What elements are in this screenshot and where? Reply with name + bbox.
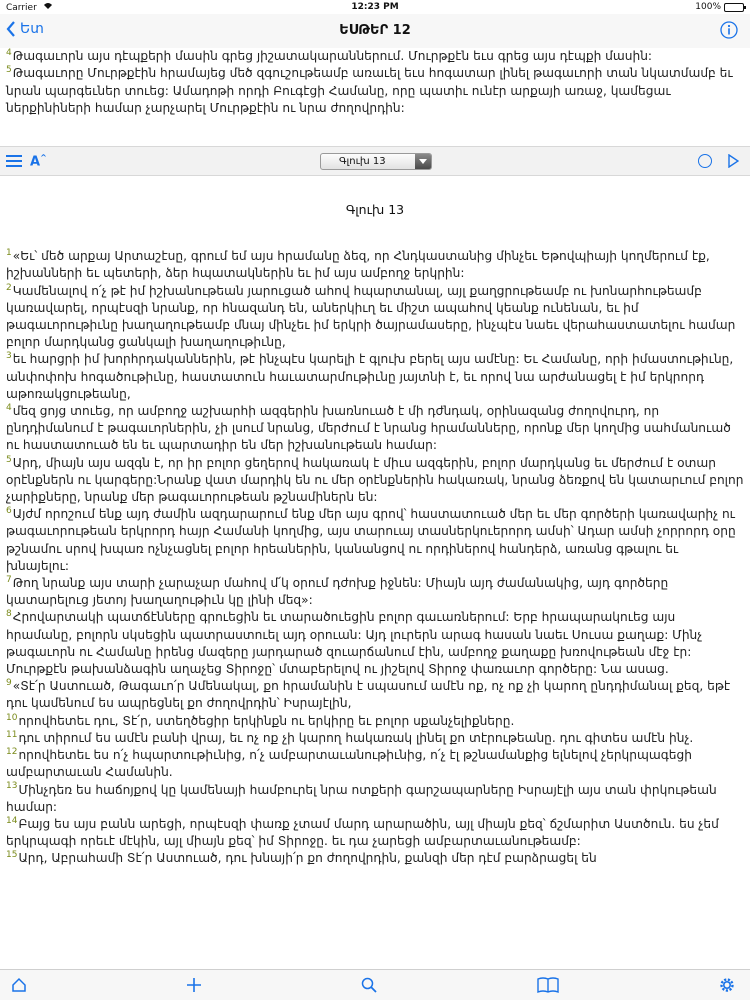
verse-text: եւ հարցրի իմ խորհրդականներին, թէ ինչպէս կարելի է գլուխ բերել այս ամէնը: Եւ Համանը, որի իմաստութիւնը, անփոփոխ հոգածութիւնը, հաստատուն հաւատարմութիւնը յայտնի է, եւ որով նա արժանացել է իմ երկրորդ աթոռակցութեանը,: [6, 352, 734, 401]
plus-icon[interactable]: [185, 976, 203, 994]
verse-number: 14: [6, 815, 18, 826]
verse-number: 1: [6, 248, 12, 259]
verse-number: 15: [6, 850, 18, 861]
play-icon[interactable]: [727, 154, 739, 168]
verse[interactable]: [6, 782, 744, 816]
battery-indicator: [695, 2, 744, 12]
verse-text: Մինչդեռ ես հաճոյքով կը կամենայի համբուրել նրա ոտքերի գարշապարները Իսրայէլի այս տան փրկութեան համար:: [6, 782, 717, 814]
page-title: ԵՍԹԵՐ 12: [339, 23, 411, 38]
gear-icon[interactable]: [718, 976, 736, 994]
verse[interactable]: [6, 283, 744, 352]
verse[interactable]: [6, 506, 744, 575]
verse[interactable]: [6, 403, 744, 455]
verse-number: 2: [6, 282, 12, 293]
verse[interactable]: [6, 248, 744, 282]
chapter-select[interactable]: [320, 153, 432, 170]
verse-number: 5: [6, 454, 12, 465]
verse-text: Կամենալով ո՛չ թէ իմ իշխանութեան յարուցած ահով հպարտանալ, այլ քաղցրութեամբ ու խոնարհութեամբ կառավարել, որպէսզի նրանք, որ հնազանդ են, աներկիւղ եւ միշտ ապահով կեանք ունենան, եւ իմ թագաւորութիւնը խաղաղութեամբ մնայ մինչեւ իմ երկրի ծայրամասերը, ինչպէս նաեւ վերահաստատելու համար բոլոր մարդկանց ցանկալի խաղաղութիւնը,: [6, 283, 736, 350]
verse[interactable]: [6, 609, 744, 678]
chapter-heading: Գլուխ 13: [345, 202, 405, 217]
list-menu-icon[interactable]: [6, 154, 22, 168]
verse-text: Բայց ես այս բանն արեցի, որպէսզի փառք չտամ մարդ արարածին, այլ միայն քեզ՝ ճշմարիտ Աստծուն. ես չեմ երկրպագի որեւէ մէկին, այլ միայն քեզ՝ իմ Տիրոջը. եւ դա չարեցի ամբարտաւանութեամբ:: [6, 816, 719, 849]
nav-bar: [0, 14, 750, 48]
verse-text: Արդ, Աբրահամի Տէ՛ր Աստուած, դու խնայի՛ր քո ժողովրդին, քանզի մեր դէմ բարձրացել են: [18, 851, 597, 866]
verse-text: մեզ ցոյց տուեց, որ ամբողջ աշխարհի ազգերին խառնուած է մի դժնդակ, օրինազանց ժողովուրդ, որ ընդդիմանում է թագաւորներին, չի լսում նրանց, մերժում է նրանց հրամանները, որոնք մեր կողմից սահմանուած ու հաստատուած են եւ պարտադիր են մեր իշխանութեան համար:: [6, 404, 731, 453]
verse[interactable]: [6, 455, 744, 507]
top-text-pane[interactable]: [0, 48, 750, 144]
verse-text: «Եւ՝ մեծ արքայ Արտաշէսը, գրում եմ այս հրամանը ձեզ, որ Հնդկաստանից մինչեւ Եթովպիայի կողմերում էք, իշխանների եւ պետերի, ձեր հպատակներին եւ իմ այս ամբողջ երկրին:: [6, 249, 710, 281]
verse-text: Արդ, միայն այս ազգն է, որ իր բոլոր ցեղերով հակառակ է միւս ազգերին, բոլոր մարդկանց եւ մերժում է օտար օրէնքներն ու կարգերը:Նրանք վատ մարդիկ են ու մեր օրէնքներին հակառակ, նրանց ձեռքով են կատարւում բոլոր չարիքները, նրանք մեր թագաւորութեան թշնամիներն են:: [6, 455, 744, 505]
verse-text: որովհետեւ ես ո՛չ հպարտութիւնից, ո՛չ ամբարտաւանութիւնից, ո՛չ էլ թշնամանքից ելնելով չերկրպագեցի ամբարտաւան Համանին.: [6, 748, 692, 780]
status-bar: [0, 0, 750, 14]
verse[interactable]: [6, 351, 744, 403]
verse[interactable]: [6, 747, 744, 781]
verse[interactable]: [6, 713, 744, 730]
verse-number: 8: [6, 609, 12, 620]
font-size-button[interactable]: A^: [30, 153, 47, 170]
search-icon[interactable]: [360, 976, 378, 994]
battery-icon: [724, 3, 744, 12]
carrier-label: Carrier: [6, 2, 53, 13]
verse-text: Հրովարտակի պատճէնները գրուեցին եւ տարածուեցին բոլոր գաւառներում: Երբ հրապարակուեց այս հրամանը, բոլորն սկսեցին պատրաստուել այդ օրուան: Այդ լուրերն արագ հասան նաեւ Սուսա քաղաք: Մինչ թագաւորն ու Համանը իրենց մազերը յարդարած զուարճանում էին, ամբողջ քաղաքը խռովութեան մէջ էր: Մուրթքէն թախանձագին աղաչեց Տիրոջը՝ մտաբերելով ու յիշելով Տիրոջ փառաւոր գործերը: Նա ասաց.: [6, 610, 703, 677]
verse-text: Այժմ որոշում ենք այդ ժամին ազդարարում ենք մեր այս գրով՝ հաստատուած մեր եւ մեր գործերի կառավարիչ ու թագաւորութեան երկրորդ հայր Համանի կողմից, այս տարուայ տասներկուերորդ ամսի՝ Ադար ամսի չորրորդ օրը թշնամու սրով խպառ ոչնչացնել բոլոր հրեաներին, կանանցով ու որդիներով հանդերձ, առանց գթալու եւ խնայելու:: [6, 507, 736, 573]
reader-toolbar: [0, 146, 750, 176]
verse-number: 7: [6, 575, 12, 585]
verse-number: 4: [6, 402, 12, 413]
verse[interactable]: [6, 816, 744, 850]
verse-number: 10: [6, 712, 18, 723]
battery-percent: 100%: [695, 2, 721, 12]
info-icon[interactable]: [720, 21, 738, 39]
verse-number: 11: [6, 729, 18, 740]
verse[interactable]: [6, 48, 744, 65]
verse-number: 3: [6, 351, 12, 362]
tab-bar: [0, 969, 750, 1000]
book-icon[interactable]: [537, 976, 559, 994]
home-icon[interactable]: [10, 976, 28, 994]
chevron-down-icon: [415, 154, 431, 169]
verse-number: 5: [6, 65, 12, 76]
verse-text: որովհետեւ դու, Տէ՛ր, ստեղծեցիր երկինքն ու երկիրը եւ բոլոր սքանչելիքները.: [18, 713, 515, 728]
verse-number: 12: [6, 747, 18, 758]
verse[interactable]: [6, 65, 744, 117]
verse-text: Թագաւորն այս դէպքերի մասին գրեց յիշատակարաններում. Մուրթքէն եւս գրեց այս դէպքի մասին:: [12, 49, 653, 63]
verse-number: 9: [6, 678, 12, 689]
circle-icon[interactable]: [698, 154, 712, 168]
verse[interactable]: [6, 575, 744, 609]
verse-number: 13: [6, 781, 18, 792]
main-text-pane[interactable]: [0, 176, 750, 969]
back-label: Ետ: [20, 21, 44, 37]
verse-text: Թող նրանք այս տարի չարաչար մահով մ՛կ օրում դժոխք իջնեն: Միայն այդ ժամանակից, այդ գործերը կատարելուց յետոյ խաղաղութիւն կը լինի մեզ»:: [6, 576, 669, 608]
verse[interactable]: [6, 730, 744, 747]
verse[interactable]: [6, 850, 744, 867]
verse-text: Թագաւորը Մուրթքէին հրամայեց մեծ զգուշութեամբ առաւել եւս հոգատար լինել թագաւորի տան նկատմամբ եւ նրան պարգեւներ տուեց: Ամադոթի որդի Բուգէցի Համանը, որը պատիւ ունէր արքայի առաջ, կամեցաւ ներքինիների համար չարչարել Մուրթքէին ու նրա ժողովրդին:: [6, 66, 733, 115]
verse-text: դու տիրում ես ամէն բանի վրայ, եւ ոչ ոք չի կարող հակառակ լինել քո տէրութեանը. դու գիտես ամէն ինչ.: [18, 730, 694, 745]
verse-text: «Տէ՛ր Աստուած, Թագաւո՛ր Ամենակալ, քո հրամանին է սպասում ամէն ոք, ոչ ոք չի կարող ընդդիմանալ քեզ, եթէ դու կամենում ես ապրեցնել քո ժողովրդին՝ Իսրայէլին,: [6, 679, 731, 711]
chapter-select-value: Գլուխ 13: [339, 156, 386, 167]
verse-number: 6: [6, 506, 12, 517]
verse[interactable]: [6, 678, 744, 712]
verse-number: 4: [6, 48, 12, 58]
verse-list: [6, 248, 744, 867]
clock: 12:23 PM: [351, 2, 399, 12]
